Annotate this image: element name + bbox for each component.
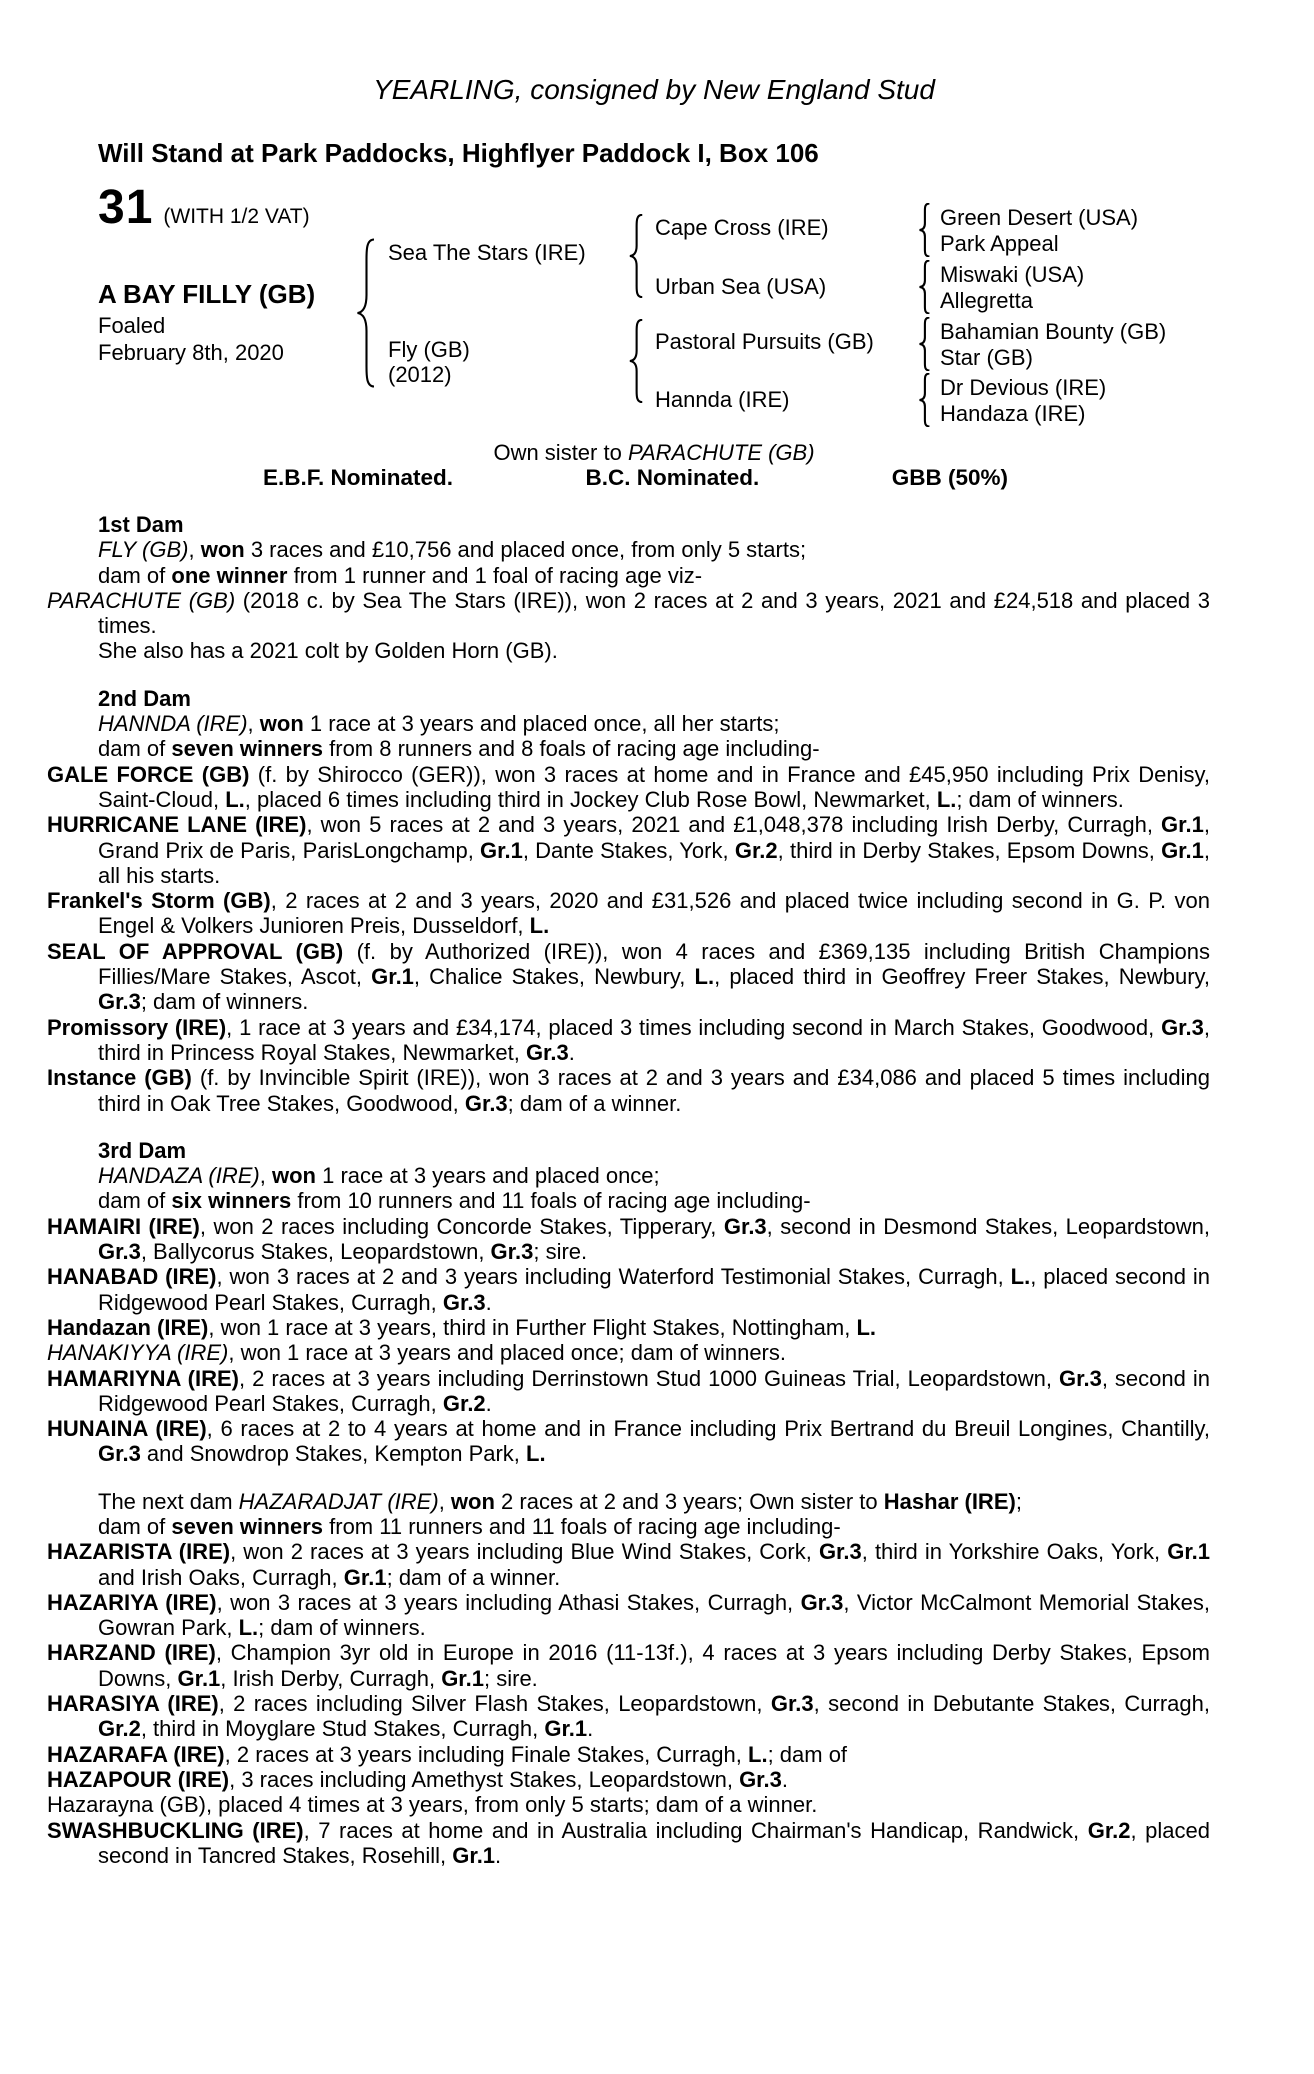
granddam-name: Hannda (IRE) [655, 387, 790, 412]
pedigree-text-sections [47, 512, 1211, 1868]
stand-line: Will Stand at Park Paddocks, Highflyer Paddock I, Box 106 [98, 138, 819, 168]
pedigree-paragraph: Frankel's Storm (GB), 2 races at 2 and 3 years, 2020 and £31,526 and placed twice including second in G. P. von Engel & Volkers Junioren Preis, Dusseldorf, L. [47, 888, 1210, 939]
grandsire-name: Pastoral Pursuits (GB) [655, 329, 874, 354]
lot-header [98, 181, 310, 234]
own-sister-line [98, 440, 1210, 465]
dam-section [47, 1488, 1211, 1868]
pedigree-paragraph: HAZARIYA (IRE), won 3 races at 3 years including Athasi Stakes, Curragh, Gr.3, Victor McCalmont Memorial Stakes, Gowran Park, L.; dam of winners. [47, 1589, 1210, 1641]
pedigree-paragraph: GALE FORCE (GB) (f. by Shirocco (GER)), won 3 races at home and in France and £45,950 including Prix Denisy, Saint-Cloud, L., placed 6 times including third in Jockey Club Rose Bowl, Newmarket, L.; dam of winners. [47, 761, 1210, 812]
pedigree-paragraph: HARASIYA (IRE), 2 races including Silver Flash Stakes, Leopardstown, Gr.3, second in Debutante Stakes, Curragh, Gr.2, third in Moyglare Stud Stakes, Curragh, Gr.1. [47, 1691, 1210, 1742]
granddam-name: Urban Sea (USA) [655, 274, 827, 299]
pedigree-paragraph: She also has a 2021 colt by Golden Horn (GB). [98, 638, 558, 664]
section-heading: 3rd Dam [98, 1137, 187, 1163]
pedigree-paragraph: dam of seven winners from 8 runners and 8 foals of racing age including- [98, 736, 820, 762]
own-sister-prefix: Own sister to [493, 440, 628, 465]
bc-nomination: B.C. Nominated. [585, 465, 760, 490]
pedigree-paragraph: dam of one winner from 1 runner and 1 foal of racing age viz- [98, 562, 703, 588]
foaled-label: Foaled [98, 313, 166, 338]
great-granddam-name: Star (GB) [940, 345, 1033, 370]
ebf-nomination: E.B.F. Nominated. [263, 465, 454, 490]
pedigree-paragraph: Hazarayna (GB), placed 4 times at 3 years, from only 5 starts; dam of a winner. [47, 1792, 818, 1818]
pedigree-paragraph: HUNAINA (IRE), 6 races at 2 to 4 years at home and in France including Prix Bertrand du Breuil Longines, Chantilly, Gr.3 and Snowdrop Stakes, Kempton Park, L. [47, 1416, 1211, 1467]
lot-number: 31 [98, 181, 154, 234]
brace-icon [628, 319, 643, 403]
nominations-line [263, 465, 1008, 490]
pedigree-paragraph: dam of seven winners from 11 runners and 11 foals of racing age including- [98, 1513, 841, 1539]
pedigree-paragraph: HARZAND (IRE), Champion 3yr old in Europe in 2016 (11-13f.), 4 races at 3 years including Derby Stakes, Epsom Downs, Gr.1, Irish Derby, Curragh, Gr.1; sire. [47, 1640, 1211, 1691]
pedigree-paragraph: HAZARISTA (IRE), won 2 races at 3 years including Blue Wind Stakes, Cork, Gr.3, third in Yorkshire Oaks, York, Gr.1 and Irish Oaks, Curragh, Gr.1; dam of a winner. [47, 1539, 1211, 1590]
sire-name: Sea The Stars (IRE) [388, 240, 586, 265]
brace-icon [918, 317, 930, 371]
great-grandsire-name: Miswaki (USA) [940, 262, 1085, 287]
dam-section [47, 685, 1210, 1116]
great-granddam-name: Park Appeal [940, 231, 1059, 256]
dam-section [47, 512, 1211, 664]
pedigree-paragraph: The next dam HAZARADJAT (IRE), won 2 races at 2 and 3 years; Own sister to Hashar (IRE); [98, 1488, 1022, 1514]
great-granddam-name: Allegretta [940, 288, 1033, 313]
pedigree-paragraph: SEAL OF APPROVAL (GB) (f. by Authorized (IRE)), won 4 races and £369,135 including British Champions Fillies/Mare Stakes, Ascot, Gr.1, Chalice Stakes, Newbury, L., placed third in Geoffrey Freer Stakes, Newbury, Gr.3; dam of winners. [47, 938, 1210, 1015]
pedigree-paragraph: SWASHBUCKLING (IRE), 7 races at home and in Australia including Chairman's Handicap, Randwick, Gr.2, placed second in Tancred Stakes, Rosehill, Gr.1. [47, 1817, 1210, 1868]
great-grandsire-name: Dr Devious (IRE) [940, 375, 1107, 400]
pedigree-paragraph: Handazan (IRE), won 1 race at 3 years, third in Further Flight Stakes, Nottingham, L. [47, 1314, 876, 1340]
dam-section [47, 1137, 1211, 1467]
pedigree-paragraph: Instance (GB) (f. by Invincible Spirit (IRE)), won 3 races at 2 and 3 years and £34,086 and placed 5 times including third in Oak Tree Stakes, Goodwood, Gr.3; dam of a winner. [47, 1065, 1210, 1116]
pedigree-paragraph: HANABAD (IRE), won 3 races at 2 and 3 years including Waterford Testimonial Stakes, Curragh, L., placed second in Ridgewood Pearl Stakes, Curragh, Gr.3. [47, 1264, 1210, 1315]
pedigree-paragraph: HAZARAFA (IRE), 2 races at 3 years including Finale Stakes, Curragh, L.; dam of [47, 1741, 848, 1767]
pedigree-paragraph: HAMAIRI (IRE), won 2 races including Concorde Stakes, Tipperary, Gr.3, second in Desmond Stakes, Leopardstown, Gr.3, Ballycorus Stakes, Leopardstown, Gr.3; sire. [47, 1213, 1210, 1265]
brace-icon [918, 260, 930, 314]
pedigree-paragraph: PARACHUTE (GB) (2018 c. by Sea The Stars (IRE)), won 2 races at 2 and 3 years, 2021 and £24,518 and placed 3 times. [47, 587, 1211, 639]
section-heading: 2nd Dam [98, 685, 191, 711]
great-grandparent-pair [940, 205, 1138, 257]
dam-year: (2012) [388, 362, 452, 387]
pedigree-paragraph: HANDAZA (IRE), won 1 race at 3 years and placed once; [98, 1163, 660, 1189]
brace-icon [355, 238, 375, 388]
brace-icon [628, 214, 643, 298]
dam-name: Fly (GB) [388, 337, 470, 362]
pedigree-tree [98, 181, 1210, 438]
pedigree-paragraph: HAZAPOUR (IRE), 3 races including Amethyst Stakes, Leopardstown, Gr.3. [47, 1766, 788, 1792]
pedigree-paragraph: Promissory (IRE), 1 race at 3 years and £34,174, placed 3 times including second in March Stakes, Goodwood, Gr.3, third in Princess Royal Stakes, Newmarket, Gr.3. [47, 1014, 1210, 1065]
grandsire-name: Cape Cross (IRE) [655, 215, 829, 240]
gbb-badge: GBB (50%) [891, 465, 1008, 490]
great-grandparent-pair [940, 375, 1106, 427]
pedigree-paragraph: HURRICANE LANE (IRE), won 5 races at 2 and 3 years, 2021 and £1,048,378 including Irish Derby, Curragh, Gr.1, Grand Prix de Paris, ParisLongchamp, Gr.1, Dante Stakes, York, Gr.2, third in Derby Stakes, Epsom Downs, Gr.1, all his starts. [47, 812, 1210, 888]
pedigree-paragraph: HANAKIYYA (IRE), won 1 race at 3 years and placed once; dam of winners. [47, 1340, 786, 1366]
great-granddam-name: Handaza (IRE) [940, 401, 1086, 426]
foaled-date: February 8th, 2020 [98, 340, 284, 365]
great-grandsire-name: Bahamian Bounty (GB) [940, 319, 1167, 344]
catalogue-page [0, 74, 1314, 2074]
vat-note: (WITH 1/2 VAT) [163, 205, 310, 228]
horse-name: A BAY FILLY (GB) [98, 279, 316, 309]
great-grandsire-name: Green Desert (USA) [940, 205, 1139, 230]
own-sister-name: PARACHUTE (GB) [627, 440, 815, 465]
pedigree-paragraph: HANNDA (IRE), won 1 race at 3 years and placed once, all her starts; [98, 711, 780, 737]
great-grandparent-pair [940, 319, 1166, 371]
brace-icon [918, 203, 930, 257]
brace-icon [918, 373, 930, 427]
pedigree-paragraph: HAMARIYNA (IRE), 2 races at 3 years including Derrinstown Stud 1000 Guineas Trial, Leopardstown, Gr.3, second in Ridgewood Pearl Stakes, Curragh, Gr.2. [47, 1365, 1211, 1416]
pedigree-paragraph: FLY (GB), won 3 races and £10,756 and placed once, from only 5 starts; [98, 537, 807, 563]
pedigree-paragraph: dam of six winners from 10 runners and 11 foals of racing age including- [98, 1188, 811, 1214]
section-heading: 1st Dam [98, 512, 184, 537]
page-content [47, 74, 1211, 1868]
great-grandparent-pair [940, 262, 1084, 314]
page-title: YEARLING, consigned by New England Stud [373, 74, 935, 105]
